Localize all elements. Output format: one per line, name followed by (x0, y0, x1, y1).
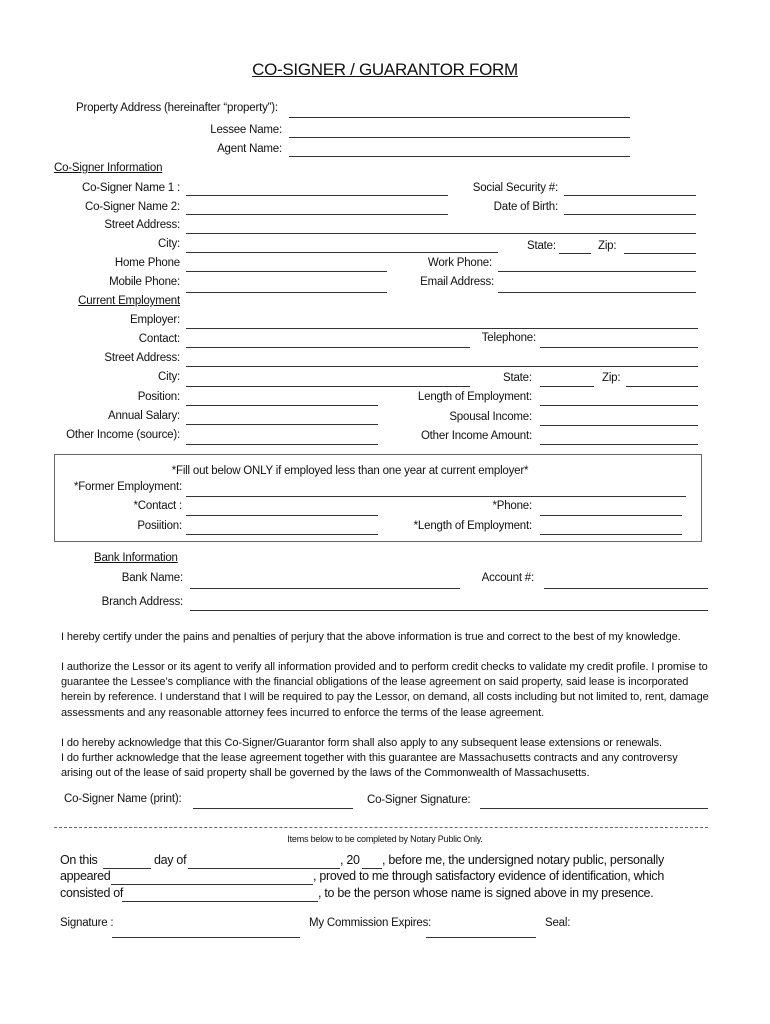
home-phone-field[interactable] (186, 271, 387, 272)
former-length-field[interactable] (540, 534, 682, 535)
former-position-label: Posiition: (137, 520, 182, 532)
contact-label: Contact: (138, 333, 180, 345)
email-field[interactable] (498, 292, 696, 293)
commission-expires-label: My Commission Expires: (309, 917, 432, 929)
cosigner-name2-label: Co-Signer Name 2: (84, 201, 180, 213)
notary-note: Items below to be completed by Notary Public Only. (287, 834, 483, 844)
former-length-label: *Length of Employment: (413, 520, 532, 532)
seal-label: Seal: (545, 917, 571, 929)
notary-on-this: On this (60, 853, 98, 867)
notary-to-be: , to be the person whose name is signed above in my presence. (318, 886, 654, 900)
employer-city-label: City: (157, 371, 180, 383)
work-phone-field[interactable] (498, 271, 696, 272)
state-label: State: (527, 240, 556, 252)
bank-name-field[interactable] (190, 588, 460, 589)
account-field[interactable] (544, 588, 708, 589)
other-income-amount-label: Other Income Amount: (420, 430, 532, 442)
spousal-income-field[interactable] (540, 425, 698, 426)
bank-name-label: Bank Name: (121, 572, 183, 584)
position-field[interactable] (186, 405, 378, 406)
certification-p4: I do further acknowledge that the lease agreement together with this guarantee are Massachusetts contracts and any controversy arising out of the lease of said property shall be governed by the laws of the Commonwealth of Massachusetts. (61, 752, 678, 780)
length-employment-field[interactable] (540, 405, 698, 406)
notary-appeared-field[interactable] (111, 884, 313, 885)
cosigner-name1-field[interactable] (186, 195, 448, 196)
city-label: City: (157, 238, 180, 250)
employer-city-field[interactable] (186, 386, 470, 387)
employer-zip-field[interactable] (626, 386, 698, 387)
street-address-field[interactable] (186, 233, 696, 234)
former-contact-field[interactable] (186, 515, 378, 516)
former-contact-label: *Contact : (133, 500, 182, 512)
notary-before-me: , before me, the undersigned notary public, personally (382, 853, 664, 867)
former-employment-note: *Fill out below ONLY if employed less than one year at current employer* (171, 465, 529, 477)
former-employment-label: *Former Employment: (73, 481, 182, 493)
notary-proved: , proved to me through satisfactory evidence of identification, which (313, 869, 665, 883)
former-phone-label: *Phone: (492, 500, 532, 512)
city-field[interactable] (186, 252, 498, 253)
former-position-field[interactable] (186, 534, 378, 535)
cosigner-name2-field[interactable] (186, 214, 448, 215)
mobile-phone-label: Mobile Phone: (109, 276, 180, 288)
notary-signature-field[interactable] (112, 937, 300, 938)
notary-signature-label: Signature : (60, 917, 114, 929)
employer-zip-label: Zip: (602, 372, 621, 384)
agent-name-field[interactable] (289, 156, 630, 157)
cosigner-name-print-label: Co-Signer Name (print): (64, 793, 182, 805)
employer-street-label: Street Address: (104, 352, 180, 364)
ssn-label: Social Security #: (472, 182, 558, 194)
ssn-field[interactable] (564, 195, 696, 196)
certification-p2: I authorize the Lessor or its agent to verify all information provided and to perform credit checks to validate my credit profile. I promise to guarantee the Lessee’s compliance with the financial obligations of the lease agreement on said property, said lease is incorporated herein by reference. I understand that I will be required to pay the Lessor, on demand, all costs including but not limited to, rent, damage assessments and any reasonable attorney fees incurred to enforce the terms of the lease agreement. (61, 661, 709, 719)
zip-label: Zip: (598, 240, 617, 252)
employer-field[interactable] (186, 328, 698, 329)
notary-divider (54, 827, 708, 828)
notary-year-prefix: , 20 (340, 853, 360, 867)
property-address-field[interactable] (289, 117, 630, 118)
former-phone-field[interactable] (540, 515, 682, 516)
state-field[interactable] (559, 253, 591, 254)
email-label: Email Address: (420, 276, 494, 288)
lessee-name-label: Lessee Name: (210, 124, 282, 136)
certification-p3: I do hereby acknowledge that this Co-Signer/Guarantor form shall also apply to any subsequent lease extensions or renewals. (61, 737, 662, 749)
employer-label: Employer: (130, 314, 180, 326)
street-address-label: Street Address: (104, 219, 180, 231)
cosigner-name-print-field[interactable] (193, 808, 353, 809)
annual-salary-label: Annual Salary: (108, 410, 180, 422)
cosigner-name1-label: Co-Signer Name 1 : (81, 182, 180, 194)
branch-address-field[interactable] (190, 610, 708, 611)
contact-field[interactable] (186, 347, 470, 348)
spousal-income-label: Spousal Income: (449, 411, 532, 423)
other-income-field[interactable] (186, 444, 378, 445)
former-employment-field[interactable] (186, 496, 686, 497)
notary-appeared: appeared (60, 869, 111, 883)
form-title: CO-SIGNER / GUARANTOR FORM (252, 60, 518, 79)
bank-section-title: Bank Information (94, 552, 178, 564)
cosigner-section-title: Co-Signer Information (54, 162, 163, 174)
lessee-name-field[interactable] (289, 137, 630, 138)
cosigner-signature-label: Co-Signer Signature: (367, 794, 471, 806)
employment-section-title: Current Employment (78, 295, 180, 307)
home-phone-label: Home Phone (114, 257, 180, 269)
branch-address-label: Branch Address: (101, 596, 183, 608)
certification-p1: I hereby certify under the pains and penalties of perjury that the above information is true and correct to the best of my knowledge. (61, 631, 681, 643)
telephone-field[interactable] (540, 347, 698, 348)
account-label: Account #: (481, 572, 534, 584)
annual-salary-field[interactable] (186, 424, 378, 425)
mobile-phone-field[interactable] (186, 292, 387, 293)
position-label: Position: (137, 391, 180, 403)
employer-street-field[interactable] (186, 366, 698, 367)
notary-consisted-field[interactable] (122, 901, 318, 902)
other-income-amount-field[interactable] (540, 444, 698, 445)
notary-consisted: consisted of (60, 886, 124, 900)
employer-state-label: State: (503, 372, 532, 384)
notary-day-of: day of (154, 853, 187, 867)
property-address-label: Property Address (hereinafter “property”): (76, 102, 278, 114)
dob-field[interactable] (564, 214, 696, 215)
agent-name-label: Agent Name: (217, 143, 282, 155)
commission-expires-field[interactable] (426, 937, 536, 938)
cosigner-signature-field[interactable] (480, 808, 708, 809)
employer-state-field[interactable] (540, 386, 594, 387)
zip-field[interactable] (624, 253, 696, 254)
dob-label: Date of Birth: (493, 201, 558, 213)
length-employment-label: Length of Employment: (417, 391, 532, 403)
work-phone-label: Work Phone: (427, 257, 492, 269)
other-income-label: Other Income (source): (66, 429, 180, 441)
telephone-label: Telephone: (481, 332, 536, 344)
